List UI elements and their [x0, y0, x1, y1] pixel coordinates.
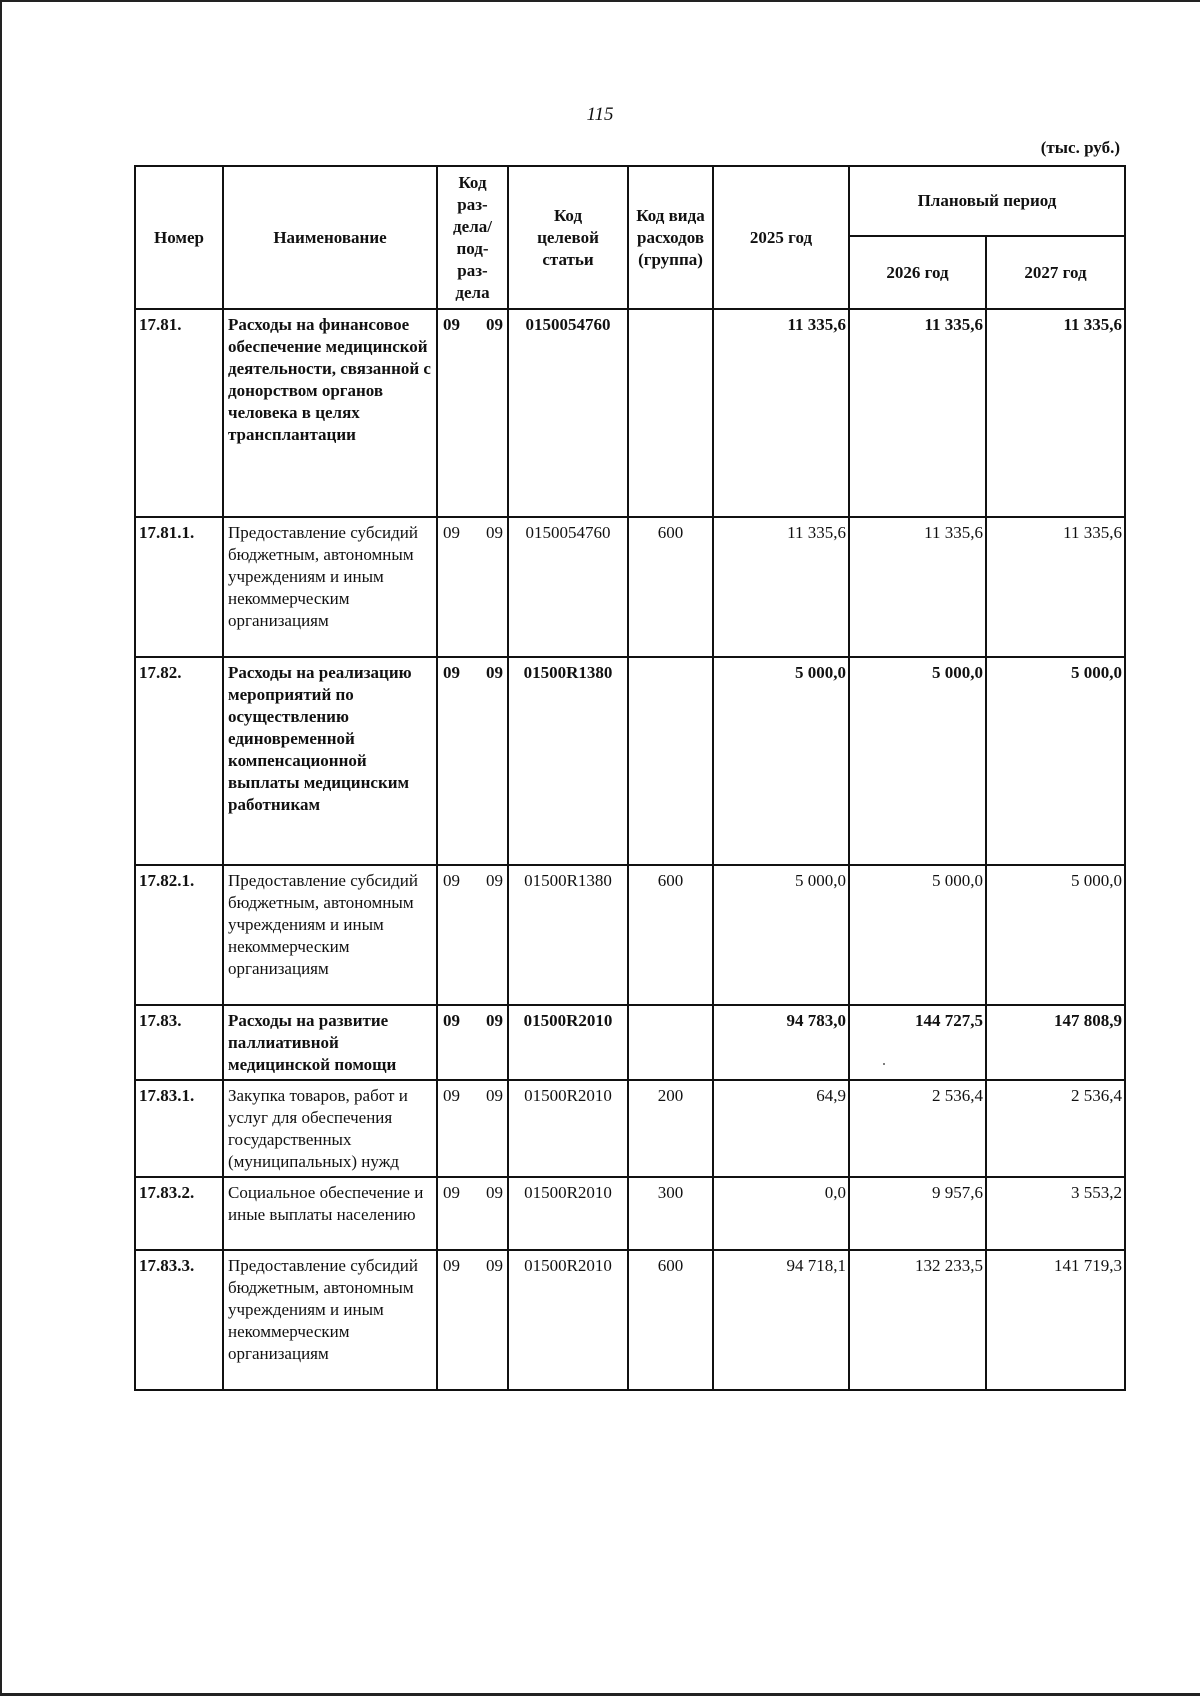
row-target: 0150054760: [508, 309, 628, 517]
row-vid: 600: [628, 865, 713, 1005]
row-rz: 09: [443, 871, 460, 890]
row-prz: 09: [486, 871, 503, 890]
row-2027: 5 000,0: [986, 657, 1125, 865]
row-number: 17.83.3.: [135, 1250, 223, 1390]
row-razdel: [437, 1177, 508, 1250]
row-2026: 132 233,5: [849, 1250, 986, 1390]
header-vid-line: Код вида: [636, 205, 705, 225]
row-razdel: [437, 1005, 508, 1080]
row-rz: 09: [443, 315, 460, 334]
row-target: 01500R2010: [508, 1250, 628, 1390]
header-target-line: целевой: [537, 227, 599, 247]
row-name: Предоставление субсидий бюджетным, автономным учреждениям и иным некоммерческим организациям: [223, 865, 437, 1005]
header-2027: 2027 год: [986, 236, 1125, 309]
row-2027: 141 719,3: [986, 1250, 1125, 1390]
row-2025: 94 783,0: [713, 1005, 849, 1080]
row-2027: 2 536,4: [986, 1080, 1125, 1177]
row-target: 01500R1380: [508, 657, 628, 865]
row-vid: 600: [628, 1250, 713, 1390]
table-row: [135, 309, 1125, 517]
row-rz: 09: [443, 1183, 460, 1202]
row-razdel: [437, 657, 508, 865]
row-razdel: [437, 1080, 508, 1177]
row-rz: 09: [443, 1256, 460, 1275]
row-prz: 09: [486, 663, 503, 682]
row-number: 17.83.: [135, 1005, 223, 1080]
scan-speck: [883, 1063, 885, 1065]
row-2025: 94 718,1: [713, 1250, 849, 1390]
table-row: [135, 1005, 1125, 1080]
row-name: Расходы на реализацию мероприятий по осуществлению единовременной компенсационной выплаты медицинским работникам: [223, 657, 437, 865]
header-vid-line: (группа): [638, 249, 703, 269]
table-body: [135, 309, 1125, 1390]
row-target: 01500R1380: [508, 865, 628, 1005]
header-razdel-line: дела: [455, 282, 490, 302]
row-vid: 600: [628, 517, 713, 657]
row-prz: 09: [486, 523, 503, 542]
row-2026: 2 536,4: [849, 1080, 986, 1177]
row-number: 17.82.: [135, 657, 223, 865]
header-2025: 2025 год: [713, 166, 849, 309]
table-row: [135, 1250, 1125, 1390]
row-2026: 144 727,5: [849, 1005, 986, 1080]
row-vid: [628, 657, 713, 865]
row-2026: 11 335,6: [849, 309, 986, 517]
row-vid: 200: [628, 1080, 713, 1177]
row-prz: 09: [486, 1011, 503, 1030]
row-2025: 11 335,6: [713, 309, 849, 517]
header-razdel: [437, 166, 508, 309]
row-name: Социальное обеспечение и иные выплаты населению: [223, 1177, 437, 1250]
row-number: 17.83.2.: [135, 1177, 223, 1250]
row-2026: 9 957,6: [849, 1177, 986, 1250]
header-vid: [628, 166, 713, 309]
units-label: (тыс. руб.): [1040, 138, 1120, 157]
header-target: [508, 166, 628, 309]
row-rz: 09: [443, 1086, 460, 1105]
budget-table: [134, 165, 1126, 1391]
header-name: Наименование: [223, 166, 437, 309]
row-target: 01500R2010: [508, 1005, 628, 1080]
row-2027: 5 000,0: [986, 865, 1125, 1005]
header-razdel-line: Код: [458, 172, 487, 192]
row-2027: 147 808,9: [986, 1005, 1125, 1080]
table-row: [135, 1080, 1125, 1177]
row-rz: 09: [443, 663, 460, 682]
row-name: Расходы на развитие паллиативной медицинской помощи: [223, 1005, 437, 1080]
header-razdel-line: дела/: [453, 216, 492, 236]
row-number: 17.81.: [135, 309, 223, 517]
row-2027: 3 553,2: [986, 1177, 1125, 1250]
header-number: Номер: [135, 166, 223, 309]
row-2027: 11 335,6: [986, 309, 1125, 517]
row-2027: 11 335,6: [986, 517, 1125, 657]
table-row: [135, 517, 1125, 657]
row-prz: 09: [486, 1256, 503, 1275]
row-2025: 11 335,6: [713, 517, 849, 657]
row-2025: 64,9: [713, 1080, 849, 1177]
row-target: 01500R2010: [508, 1080, 628, 1177]
row-target: 01500R2010: [508, 1177, 628, 1250]
row-vid: [628, 309, 713, 517]
row-2026: 11 335,6: [849, 517, 986, 657]
row-vid: [628, 1005, 713, 1080]
row-razdel: [437, 1250, 508, 1390]
header-vid-line: расходов: [637, 227, 704, 247]
row-2026: 5 000,0: [849, 865, 986, 1005]
row-rz: 09: [443, 1011, 460, 1030]
page-number: 115: [586, 104, 614, 125]
table-row: [135, 865, 1125, 1005]
row-number: 17.83.1.: [135, 1080, 223, 1177]
row-prz: 09: [486, 315, 503, 334]
header-razdel-line: раз-: [457, 260, 488, 280]
row-prz: 09: [486, 1183, 503, 1202]
row-number: 17.81.1.: [135, 517, 223, 657]
row-name: Расходы на финансовое обеспечение медицинской деятельности, связанной с донорством органов человека в целях трансплантации: [223, 309, 437, 517]
table-row: [135, 657, 1125, 865]
row-2026: 5 000,0: [849, 657, 986, 865]
row-name: Предоставление субсидий бюджетным, автономным учреждениям и иным некоммерческим организациям: [223, 1250, 437, 1390]
row-vid: 300: [628, 1177, 713, 1250]
header-target-line: статьи: [542, 249, 594, 269]
row-name: Предоставление субсидий бюджетным, автономным учреждениям и иным некоммерческим организациям: [223, 517, 437, 657]
row-name: Закупка товаров, работ и услуг для обеспечения государственных (муниципальных) нужд: [223, 1080, 437, 1177]
table-header: [135, 166, 1125, 309]
header-razdel-line: раз-: [457, 194, 488, 214]
header-2026: 2026 год: [849, 236, 986, 309]
row-razdel: [437, 309, 508, 517]
row-2025: 0,0: [713, 1177, 849, 1250]
row-prz: 09: [486, 1086, 503, 1105]
row-razdel: [437, 517, 508, 657]
row-2025: 5 000,0: [713, 865, 849, 1005]
header-target-line: Код: [553, 205, 583, 225]
header-plan-period: Плановый период: [849, 166, 1125, 236]
row-2025: 5 000,0: [713, 657, 849, 865]
row-number: 17.82.1.: [135, 865, 223, 1005]
row-target: 0150054760: [508, 517, 628, 657]
row-rz: 09: [443, 523, 460, 542]
row-razdel: [437, 865, 508, 1005]
header-razdel-line: под-: [456, 238, 489, 258]
table-row: [135, 1177, 1125, 1250]
